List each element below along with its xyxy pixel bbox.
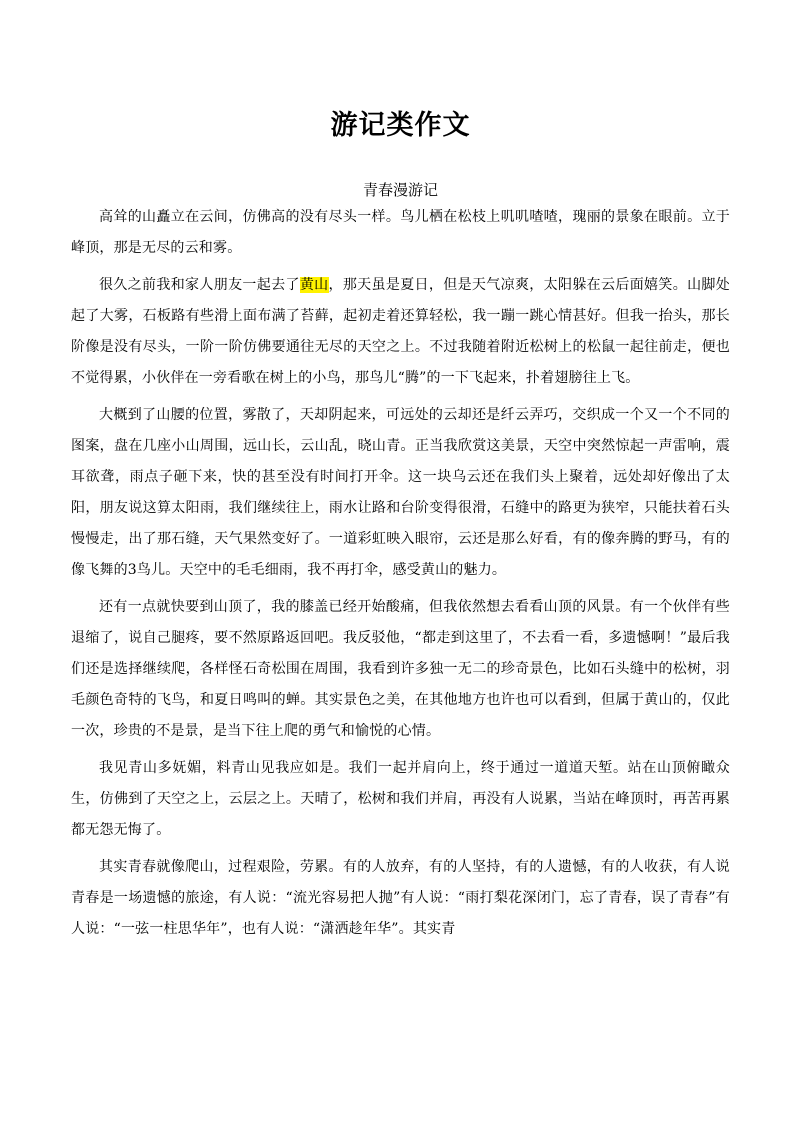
paragraph-2-after: ，那天虽是夏日，但是天气凉爽，太阳躲在云后面嬉笑。山脚处起了大雾，石板路有些滑上面布满了苔藓，起初走着还算轻松，我一蹦一跳心情甚好。但我一抬头，那长阶像是没有尽头，一阶一阶仿佛要通往无尽的天空之上。不过我随着附近松树上的松鼠一起往前走，便也不觉得累，小伙伴在一旁看歌在树上的小鸟，那鸟儿“腾”的一下飞起来，扑着翅膀往上飞。 <box>71 277 730 386</box>
paragraph-1: 高耸的山矗立在云间，仿佛高的没有尽头一样。鸟儿栖在松枝上叽叽喳喳，瑰丽的景象在眼前。立于峰顶，那是无尽的云和雾。 <box>71 209 730 256</box>
paragraph-2-before: 很久之前我和家人朋友一起去了 <box>99 277 300 293</box>
paragraph-5: 我见青山多妩媚，料青山见我应如是。我们一起并肩向上，终于通过一道道天堑。站在山顶俯瞰众生，仿佛到了天空之上，云层之上。天晴了，松树和我们并肩，再没有人说累，当站在峰顶时，再苦再累都无怨无悔了。 <box>71 760 730 838</box>
paragraph-6: 其实青春就像爬山，过程艰险，劳累。有的人放弃，有的人坚持，有的人遗憾，有的人收获，有人说青春是一场遗憾的旅途，有人说：“流光容易把人抛”有人说：“雨打梨花深闭门，忘了青春，误了青春”有人说：“一弦一柱思华年”，也有人说：“潇洒趁年华”。其实青 <box>71 859 730 937</box>
highlighted-text: 黄山 <box>299 277 329 293</box>
essay-subtitle: 青春漫游记 <box>362 181 438 199</box>
document-title: 游记类作文 <box>330 110 471 141</box>
paragraph-3: 大概到了山腰的位置，雾散了，天却阴起来，可远处的云却还是纤云弄巧，交织成一个又一个不同的图案，盘在几座小山周围，远山长，云山乱，晓山青。正当我欣赏这美景，天空中突然惊起一声雷响，震耳欲聋，雨点子砸下来，快的甚至没有时间打开伞。这一块乌云还在我们头上聚着，远处却好像出了太阳，朋友说这算太阳雨，我们继续往上，雨水让路和台阶变得很滑，石缝中的路更为狭窄，只能扶着石头慢慢走，出了那石缝，天气果然变好了。一道彩虹映入眼帘，云还是那么好看，有的像奔腾的野马，有的像飞舞的3鸟儿。天空中的毛毛细雨，我不再打伞，感受黄山的魅力。 <box>71 407 730 578</box>
paragraph-4: 还有一点就快要到山顶了，我的膝盖已经开始酸痛，但我依然想去看看山顶的风景。有一个伙伴有些退缩了，说自己腿疼，要不然原路返回吧。我反驳他，“都走到这里了，不去看一看，多遗憾啊！”最后我们还是选择继续爬，各样怪石奇松围在周围，我看到许多独一无二的珍奇景色，比如石头缝中的松树，羽毛颜色奇特的飞鸟，和夏日鸣叫的蝉。其实景色之美，在其他地方也许也可以看到，但属于黄山的，仅此一次，珍贵的不是景，是当下往上爬的勇气和愉悦的心情。 <box>71 599 730 739</box>
paragraph-2 <box>71 270 730 394</box>
